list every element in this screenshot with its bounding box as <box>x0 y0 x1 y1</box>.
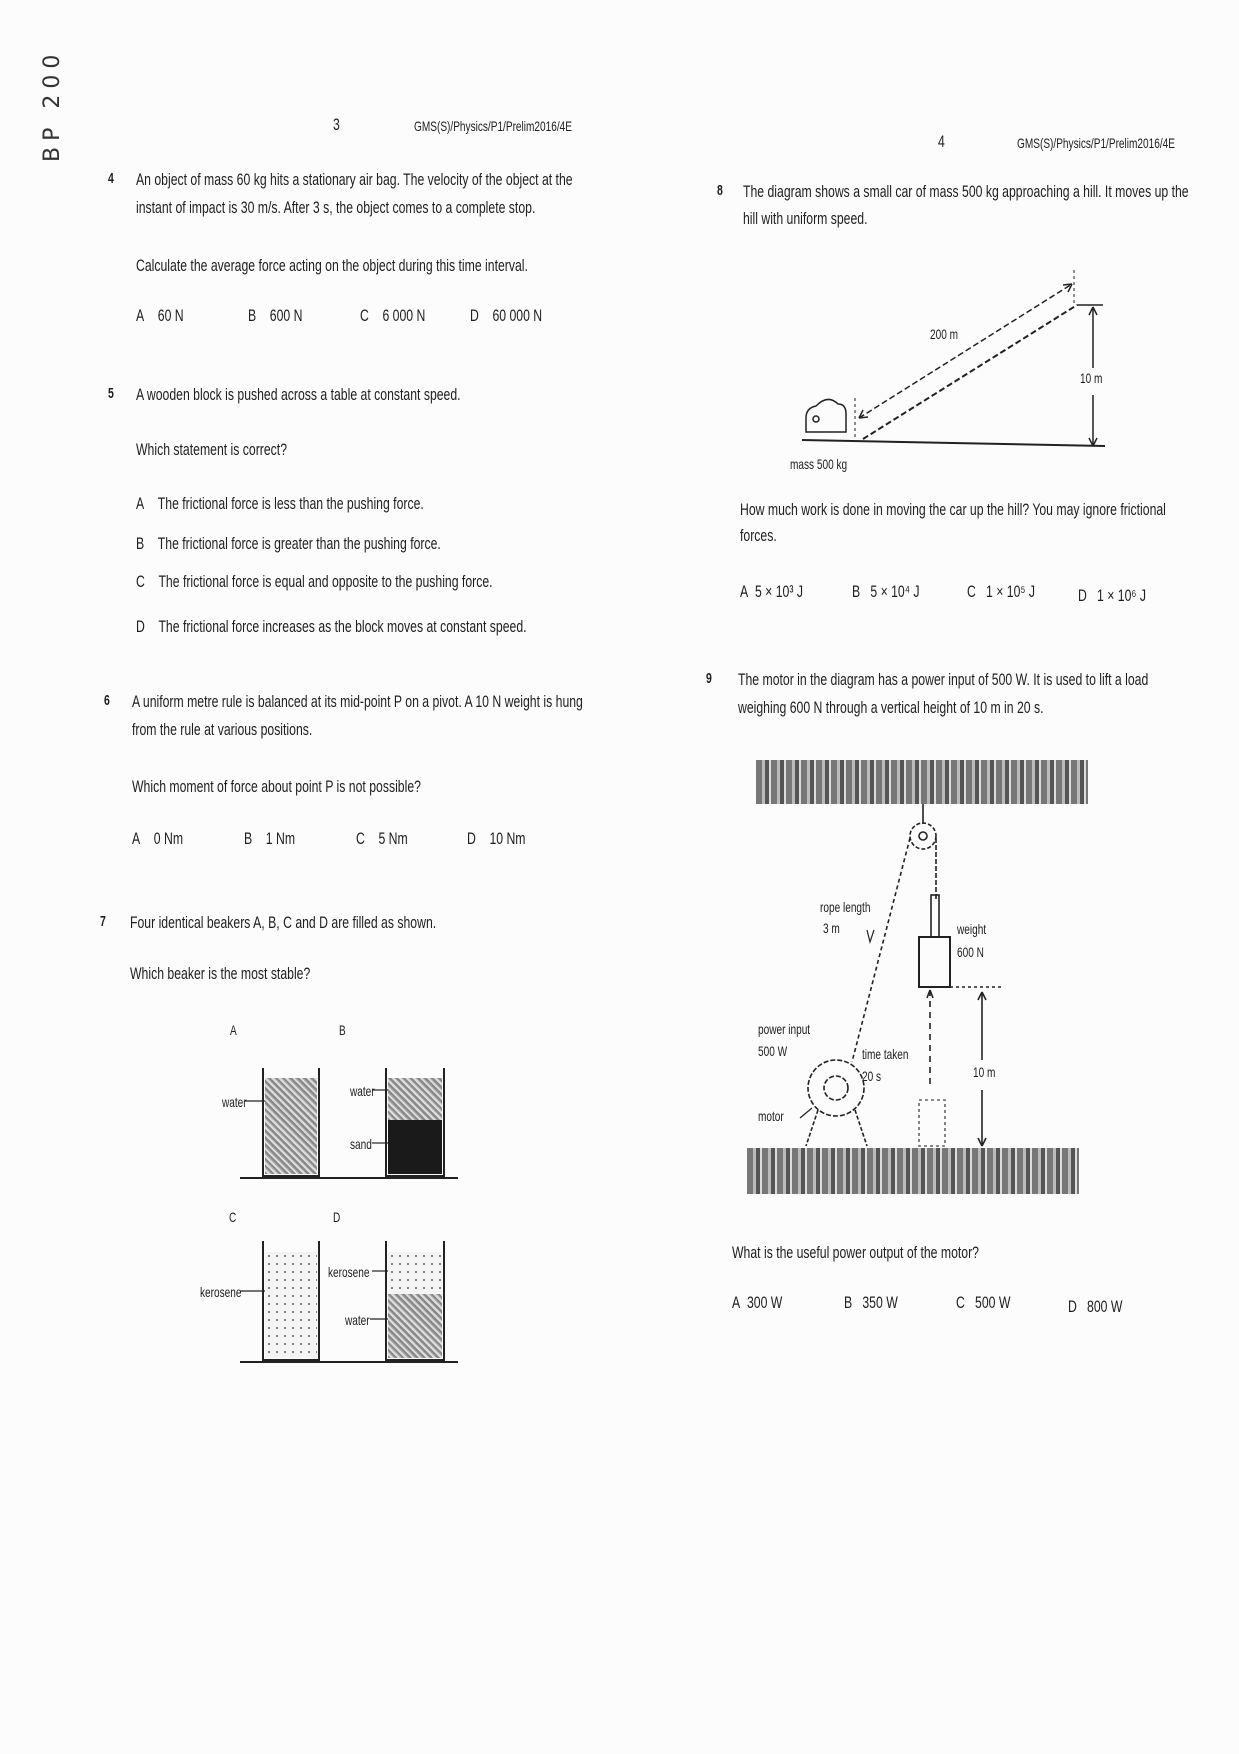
option-b: B 600 N <box>248 306 303 325</box>
height-label: 10 m <box>1080 370 1103 386</box>
question-prompt: Which moment of force about point P is not possible? <box>132 777 421 796</box>
question-number: 8 <box>717 182 723 199</box>
power-input-value: 500 W <box>758 1043 788 1059</box>
question-text: hill with uniform speed. <box>743 209 868 228</box>
option-a: A 5 × 10³ J <box>740 582 803 601</box>
time-taken-label: time taken <box>862 1046 909 1062</box>
question-number: 5 <box>108 385 114 402</box>
height-label: 10 m <box>973 1064 996 1080</box>
question-text: The diagram shows a small car of mass 500 kg approaching a hill. It moves up the <box>743 182 1189 201</box>
option-c: C 6 000 N <box>360 306 426 325</box>
label-sand: sand <box>350 1136 372 1152</box>
option-a: A 60 N <box>136 306 184 325</box>
question-number: 6 <box>104 692 110 709</box>
question-prompt: Calculate the average force acting on the object during this time interval. <box>136 256 528 275</box>
motor-label: motor <box>758 1108 784 1124</box>
option-d: D 60 000 N <box>470 306 543 325</box>
question-prompt: How much work is done in moving the car up the hill? You may ignore frictional <box>740 500 1166 519</box>
page-number: 4 <box>938 132 945 151</box>
rope-length-label: rope length <box>820 899 871 915</box>
question-text: Four identical beakers A, B, C and D are filled as shown. <box>130 913 437 932</box>
option-a: A 0 Nm <box>132 829 184 848</box>
beaker-label-c: C <box>229 1209 237 1225</box>
initial-position-box <box>919 1100 945 1146</box>
option-d: D 1 × 10⁶ J <box>1078 586 1146 605</box>
option-b: B 5 × 10⁴ J <box>852 582 920 601</box>
weight-value: 600 N <box>957 944 984 960</box>
weight-block <box>919 937 950 987</box>
option-d: D 10 Nm <box>467 829 526 848</box>
question-text: weighing 600 N through a vertical height of 10 m in 20 s. <box>738 698 1044 717</box>
beaker-label-d: D <box>333 1209 341 1225</box>
option-c: C 5 Nm <box>356 829 408 848</box>
page-number: 3 <box>333 115 340 134</box>
option-b: B 1 Nm <box>244 829 296 848</box>
beaker-label-b: B <box>339 1022 346 1038</box>
label-water: water <box>350 1083 375 1099</box>
question-text: A wooden block is pushed across a table at constant speed. <box>136 385 461 404</box>
pulley-icon <box>910 823 936 849</box>
question-text: A uniform metre rule is balanced at its mid-point P on a pivot. A 10 N weight is hung <box>132 692 583 711</box>
weight-label: weight <box>957 921 987 937</box>
power-input-label: power input <box>758 1021 811 1037</box>
question-number: 4 <box>108 170 114 187</box>
rope-length-value: 3 m <box>823 920 840 936</box>
option-c: C 500 W <box>956 1293 1011 1312</box>
question-prompt: What is the useful power output of the motor? <box>732 1243 979 1262</box>
option-a: A 300 W <box>732 1293 783 1312</box>
question-number: 7 <box>100 913 106 930</box>
label-kerosene: kerosene <box>328 1264 370 1280</box>
label-water: water <box>345 1312 370 1328</box>
option-b: B 350 W <box>844 1293 898 1312</box>
page-stamp: BP 200 <box>40 48 65 162</box>
question-text: An object of mass 60 kg hits a stationary air bag. The velocity of the object at the <box>136 170 573 189</box>
rope <box>852 838 910 1062</box>
option-b: B The frictional force is greater than the pushing force. <box>136 534 441 553</box>
option-c: C 1 × 10⁵ J <box>967 582 1036 601</box>
question-prompt: forces. <box>740 526 777 545</box>
question-text: from the rule at various positions. <box>132 720 313 739</box>
hook <box>931 895 939 937</box>
paper-code: GMS(S)/Physics/P1/Prelim2016/4E <box>1017 135 1175 151</box>
label-water: water <box>222 1094 247 1110</box>
option-d: D The frictional force increases as the block moves at constant speed. <box>136 617 527 636</box>
option-d: D 800 W <box>1068 1297 1123 1316</box>
time-taken-value: 20 s <box>862 1068 882 1084</box>
motor-icon <box>806 1060 867 1146</box>
question-text: The motor in the diagram has a power input of 500 W. It is used to lift a load <box>738 670 1149 689</box>
slope-length-label: 200 m <box>930 326 959 342</box>
option-c: C The frictional force is equal and opposite to the pushing force. <box>136 572 493 591</box>
option-a: A The frictional force is less than the pushing force. <box>136 494 424 513</box>
question-prompt: Which statement is correct? <box>136 440 288 459</box>
label-kerosene: kerosene <box>200 1284 242 1300</box>
question-number: 9 <box>706 670 712 687</box>
question-text: instant of impact is 30 m/s. After 3 s, the object comes to a complete stop. <box>136 198 536 217</box>
paper-code: GMS(S)/Physics/P1/Prelim2016/4E <box>414 118 572 134</box>
beaker-label-a: A <box>230 1022 237 1038</box>
question-prompt: Which beaker is the most stable? <box>130 964 311 983</box>
car-mass-label: mass 500 kg <box>790 456 848 472</box>
